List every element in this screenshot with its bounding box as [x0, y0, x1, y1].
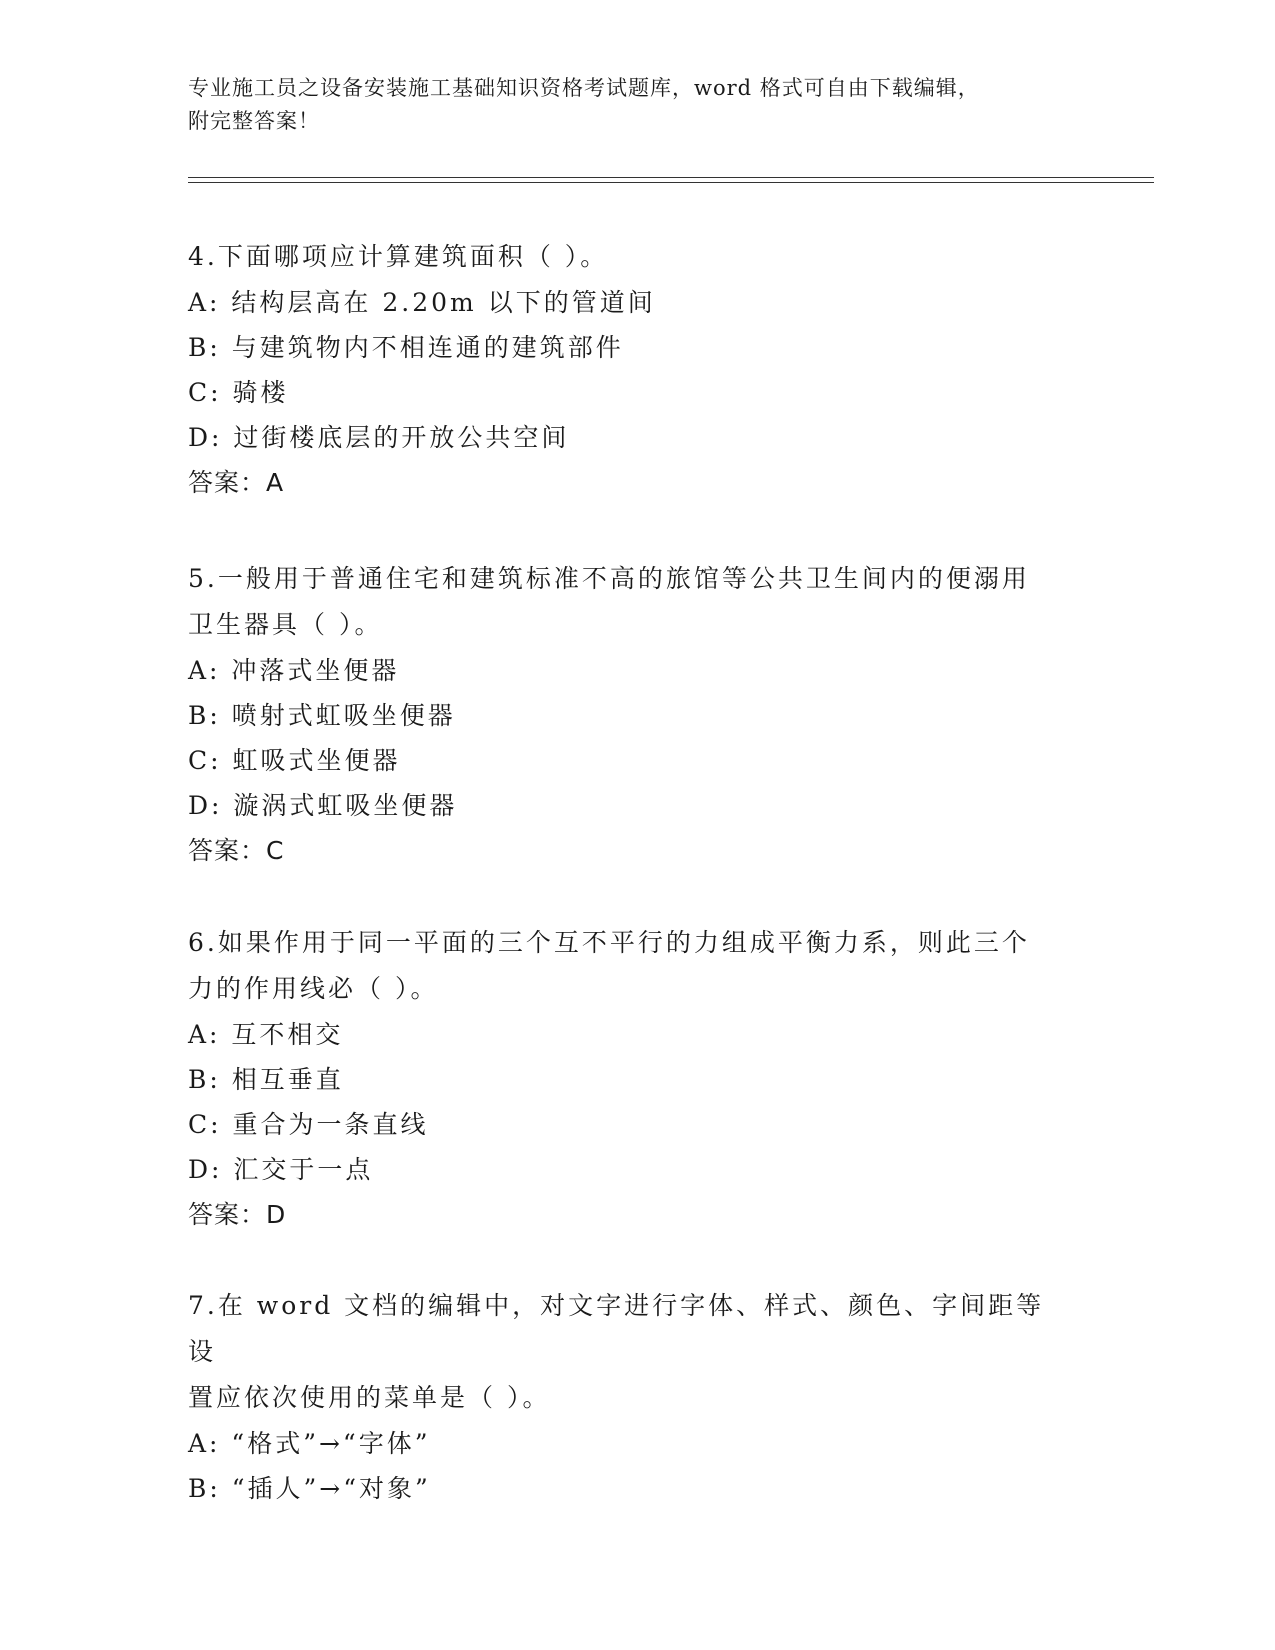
option-b: B: 喷射式虹吸坐便器: [188, 701, 456, 730]
answer: 答案：A: [188, 468, 285, 497]
option-c: C: 骑楼: [188, 378, 289, 407]
header-line-2: 附完整答案！: [188, 109, 320, 133]
answer: 答案：C: [188, 836, 285, 865]
option-a: A: 结构层高在 2.20m 以下的管道间: [188, 288, 656, 317]
option-a: A: 冲落式坐便器: [188, 656, 400, 685]
option-c: C: 重合为一条直线: [188, 1110, 429, 1139]
question-7: [188, 1283, 1068, 1511]
option-b: B: 与建筑物内不相连通的建筑部件: [188, 333, 624, 362]
header-divider-top: [188, 177, 1154, 178]
question-stem: 7.在 word 文档的编辑中，对文字进行字体、样式、颜色、字间距等设: [188, 1291, 1045, 1366]
option-d: D: 汇交于一点: [188, 1155, 374, 1184]
question-6: [188, 920, 1068, 1238]
question-4: [188, 234, 1068, 506]
question-stem: 5.一般用于普通住宅和建筑标准不高的旅馆等公共卫生间内的便溺用: [188, 564, 1030, 593]
option-b: B: “插人”→“对象”: [188, 1474, 431, 1503]
document-header: [188, 72, 1088, 138]
option-a: A: 互不相交: [188, 1020, 344, 1049]
question-stem: 4.下面哪项应计算建筑面积（ ）。: [188, 242, 609, 271]
question-5: [188, 556, 1068, 874]
question-stem-continued: 卫生器具（ ）。: [188, 610, 383, 639]
header-line-1: 专业施工员之设备安装施工基础知识资格考试题库，word 格式可自由下载编辑，: [188, 76, 980, 100]
option-c: C: 虹吸式坐便器: [188, 746, 401, 775]
option-d: D: 过街楼底层的开放公共空间: [188, 423, 570, 452]
option-d: D: 漩涡式虹吸坐便器: [188, 791, 458, 820]
question-stem: 6.如果作用于同一平面的三个互不平行的力组成平衡力系，则此三个: [188, 928, 1030, 957]
option-a: A: “格式”→“字体”: [188, 1429, 431, 1458]
option-b: B: 相互垂直: [188, 1065, 344, 1094]
question-stem-continued: 力的作用线必（ ）。: [188, 974, 439, 1003]
answer: 答案：D: [188, 1200, 287, 1229]
question-stem-continued: 置应依次使用的菜单是（ ）。: [188, 1383, 551, 1412]
header-divider-bottom: [188, 182, 1154, 183]
